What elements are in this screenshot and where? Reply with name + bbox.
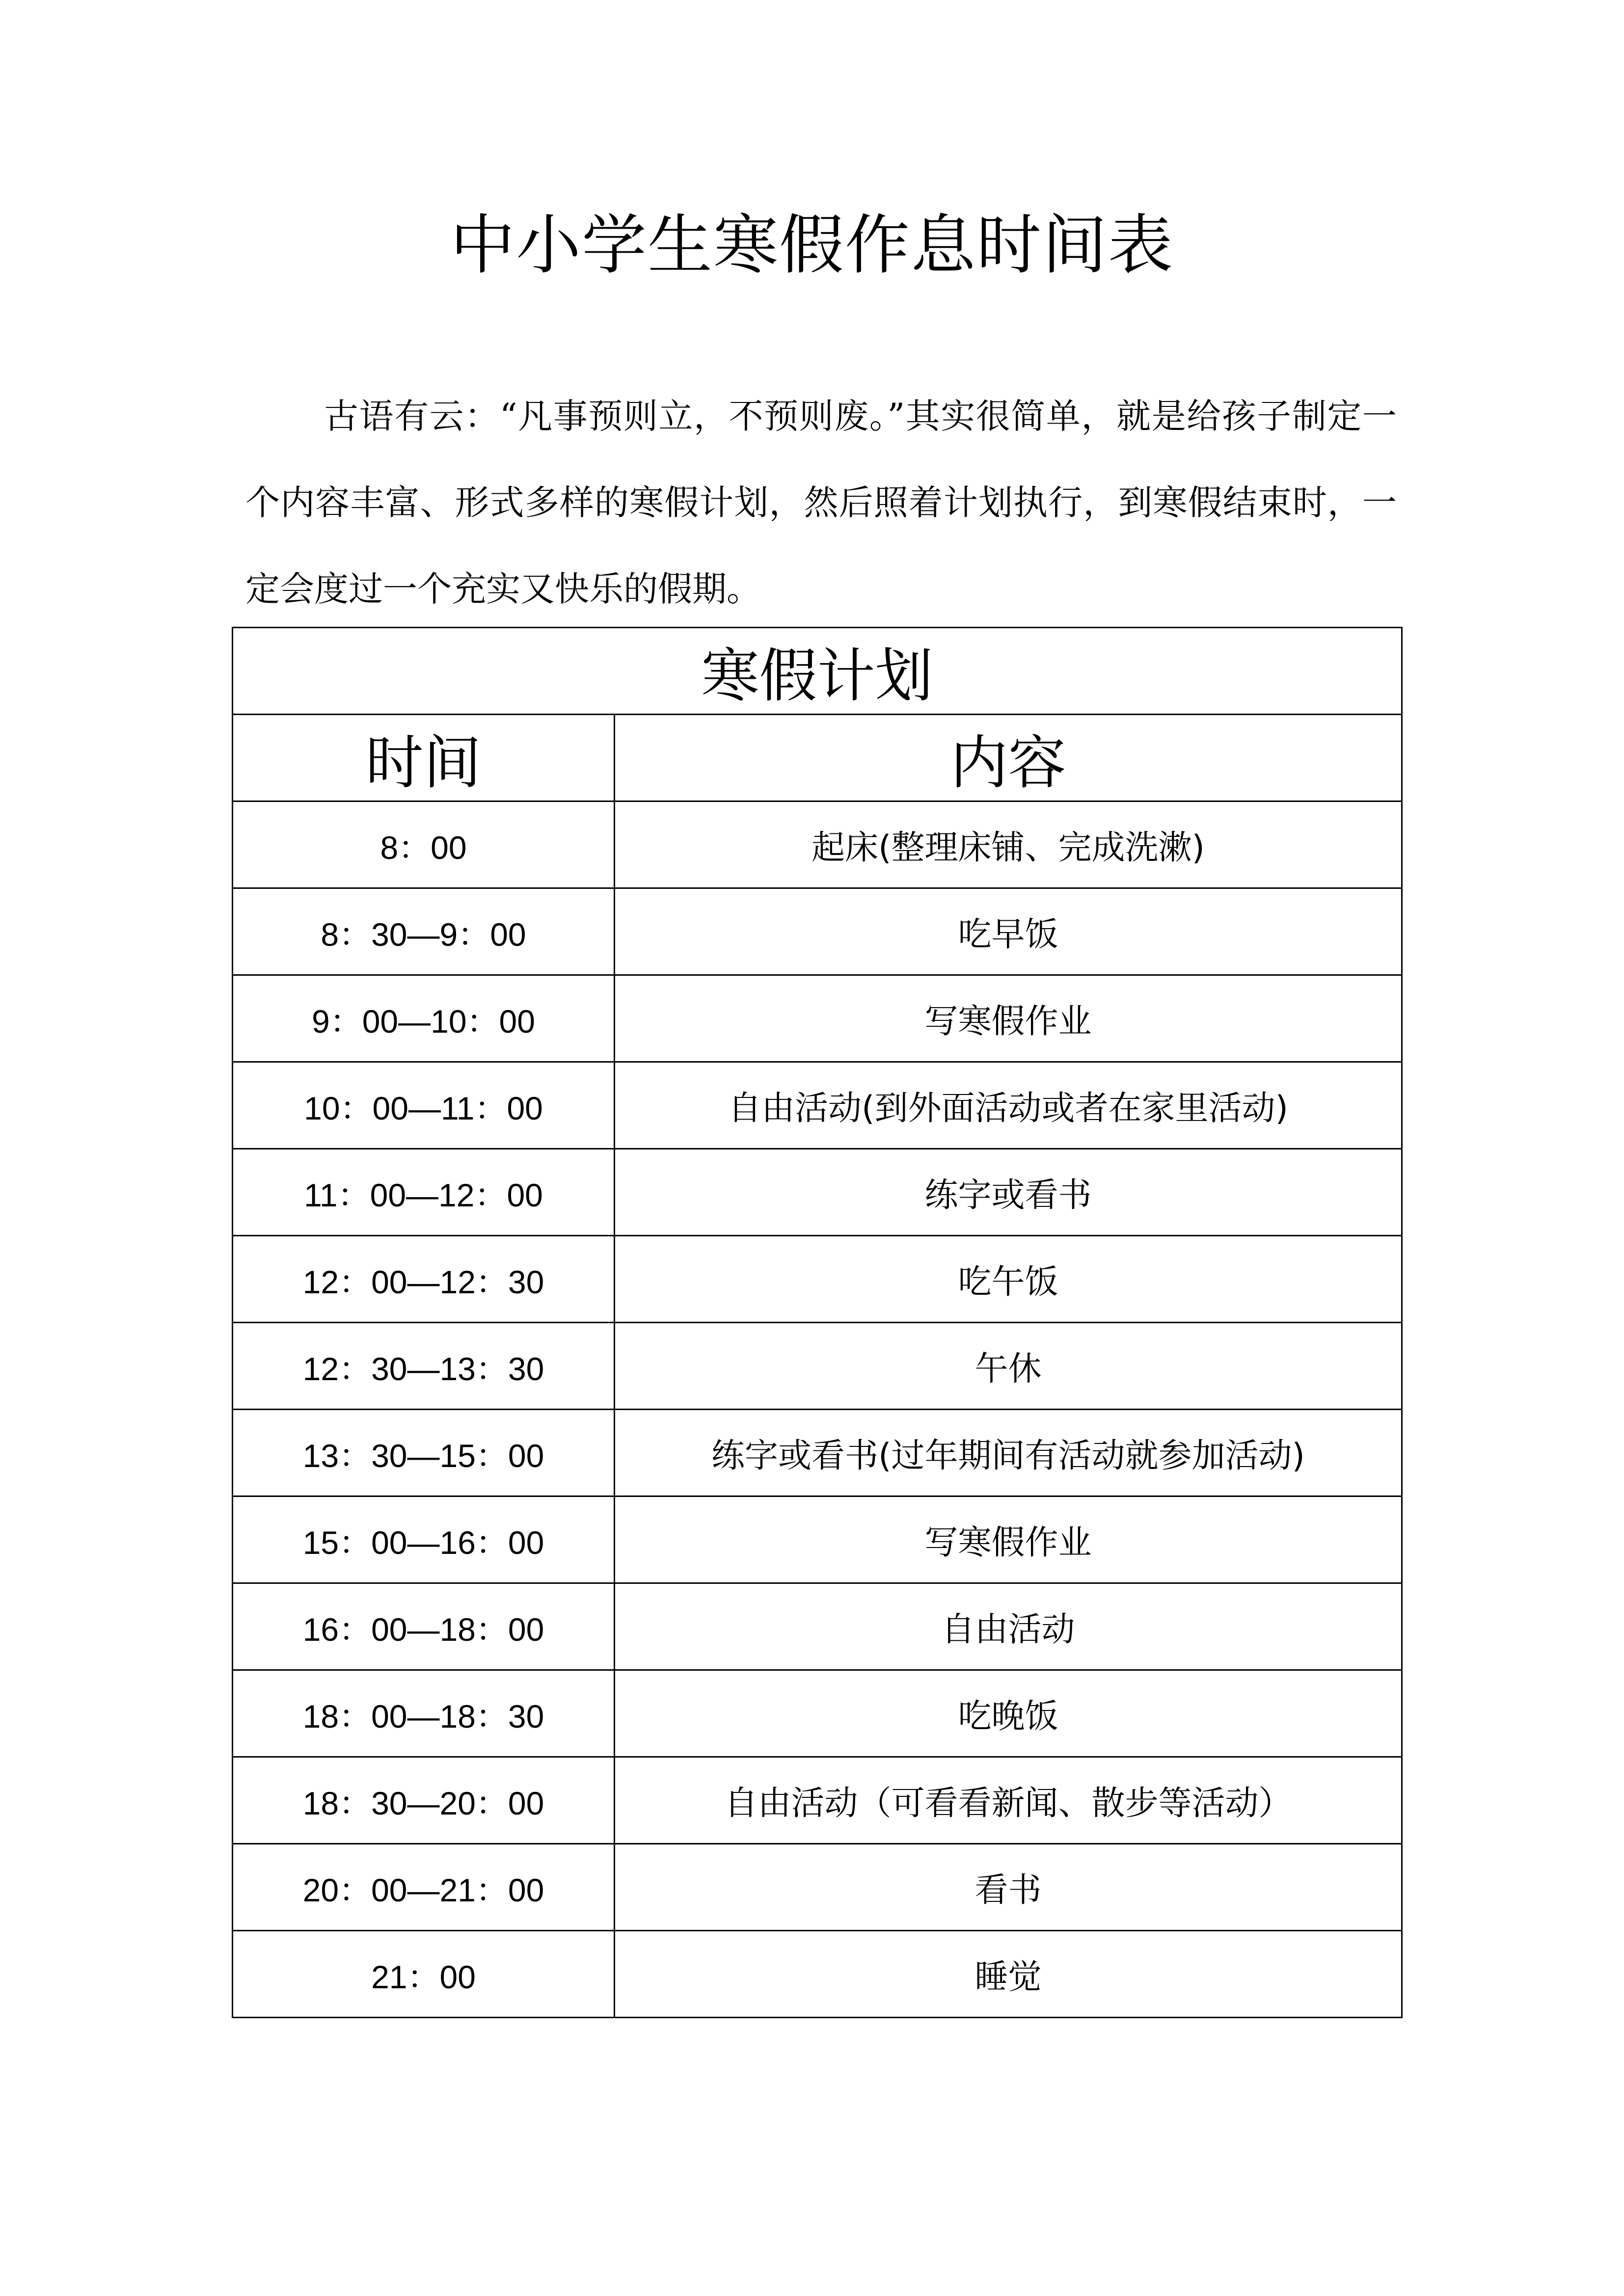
table-row	[233, 1670, 1402, 1757]
column-header-content: 内容	[615, 715, 1402, 801]
table-row	[233, 1062, 1402, 1149]
content-cell: 写寒假作业	[615, 1496, 1402, 1583]
intro-paragraph: 古语有云：“凡事预则立，不预则废。”其实很简单，就是给孩子制定一个内容丰富、形式多样的寒假计划，然后照着计划执行，到寒假结束时，一定会度过一个充实又快乐的假期。	[245, 396, 1397, 609]
table-caption: 寒假计划	[233, 628, 1402, 715]
content-cell: 练字或看书	[615, 1149, 1402, 1236]
time-cell: 8：00	[233, 801, 615, 888]
time-cell: 10：00—11：00	[233, 1062, 615, 1149]
content-cell: 自由活动（可看看新闻、散步等活动）	[615, 1757, 1402, 1844]
time-cell: 18：00—18：30	[233, 1670, 615, 1757]
content-cell: 看书	[615, 1844, 1402, 1931]
content-cell: 吃早饭	[615, 888, 1402, 975]
content-cell: 吃午饭	[615, 1236, 1402, 1323]
content-cell: 自由活动(到外面活动或者在家里活动)	[615, 1062, 1402, 1149]
table-row	[233, 1323, 1402, 1410]
time-cell: 18：30—20：00	[233, 1757, 615, 1844]
time-cell: 8：30—9：00	[233, 888, 615, 975]
time-cell: 12：00—12：30	[233, 1236, 615, 1323]
time-cell: 20：00—21：00	[233, 1844, 615, 1931]
time-cell: 13：30—15：00	[233, 1410, 615, 1496]
schedule-table	[232, 627, 1403, 2018]
table-row	[233, 1410, 1402, 1496]
column-header-time: 时间	[233, 715, 615, 801]
table-row	[233, 1236, 1402, 1323]
time-cell: 12：30—13：30	[233, 1323, 615, 1410]
time-cell: 21：00	[233, 1931, 615, 2018]
table-row	[233, 888, 1402, 975]
content-cell: 自由活动	[615, 1583, 1402, 1670]
content-cell: 写寒假作业	[615, 975, 1402, 1062]
table-row	[233, 1496, 1402, 1583]
table-row	[233, 975, 1402, 1062]
content-cell: 睡觉	[615, 1931, 1402, 2018]
content-cell: 吃晚饭	[615, 1670, 1402, 1757]
content-cell: 练字或看书(过年期间有活动就参加活动)	[615, 1410, 1402, 1496]
page-title: 中小学生寒假作息时间表	[450, 208, 1174, 283]
content-cell: 午休	[615, 1323, 1402, 1410]
time-cell: 9：00—10：00	[233, 975, 615, 1062]
table-row	[233, 1931, 1402, 2018]
table-row	[233, 801, 1402, 888]
content-cell: 起床(整理床铺、完成洗漱)	[615, 801, 1402, 888]
table-row	[233, 1583, 1402, 1670]
table-row	[233, 1757, 1402, 1844]
time-cell: 16：00—18：00	[233, 1583, 615, 1670]
time-cell: 11：00—12：00	[233, 1149, 615, 1236]
table-row	[233, 1149, 1402, 1236]
time-cell: 15：00—16：00	[233, 1496, 615, 1583]
table-row	[233, 1844, 1402, 1931]
